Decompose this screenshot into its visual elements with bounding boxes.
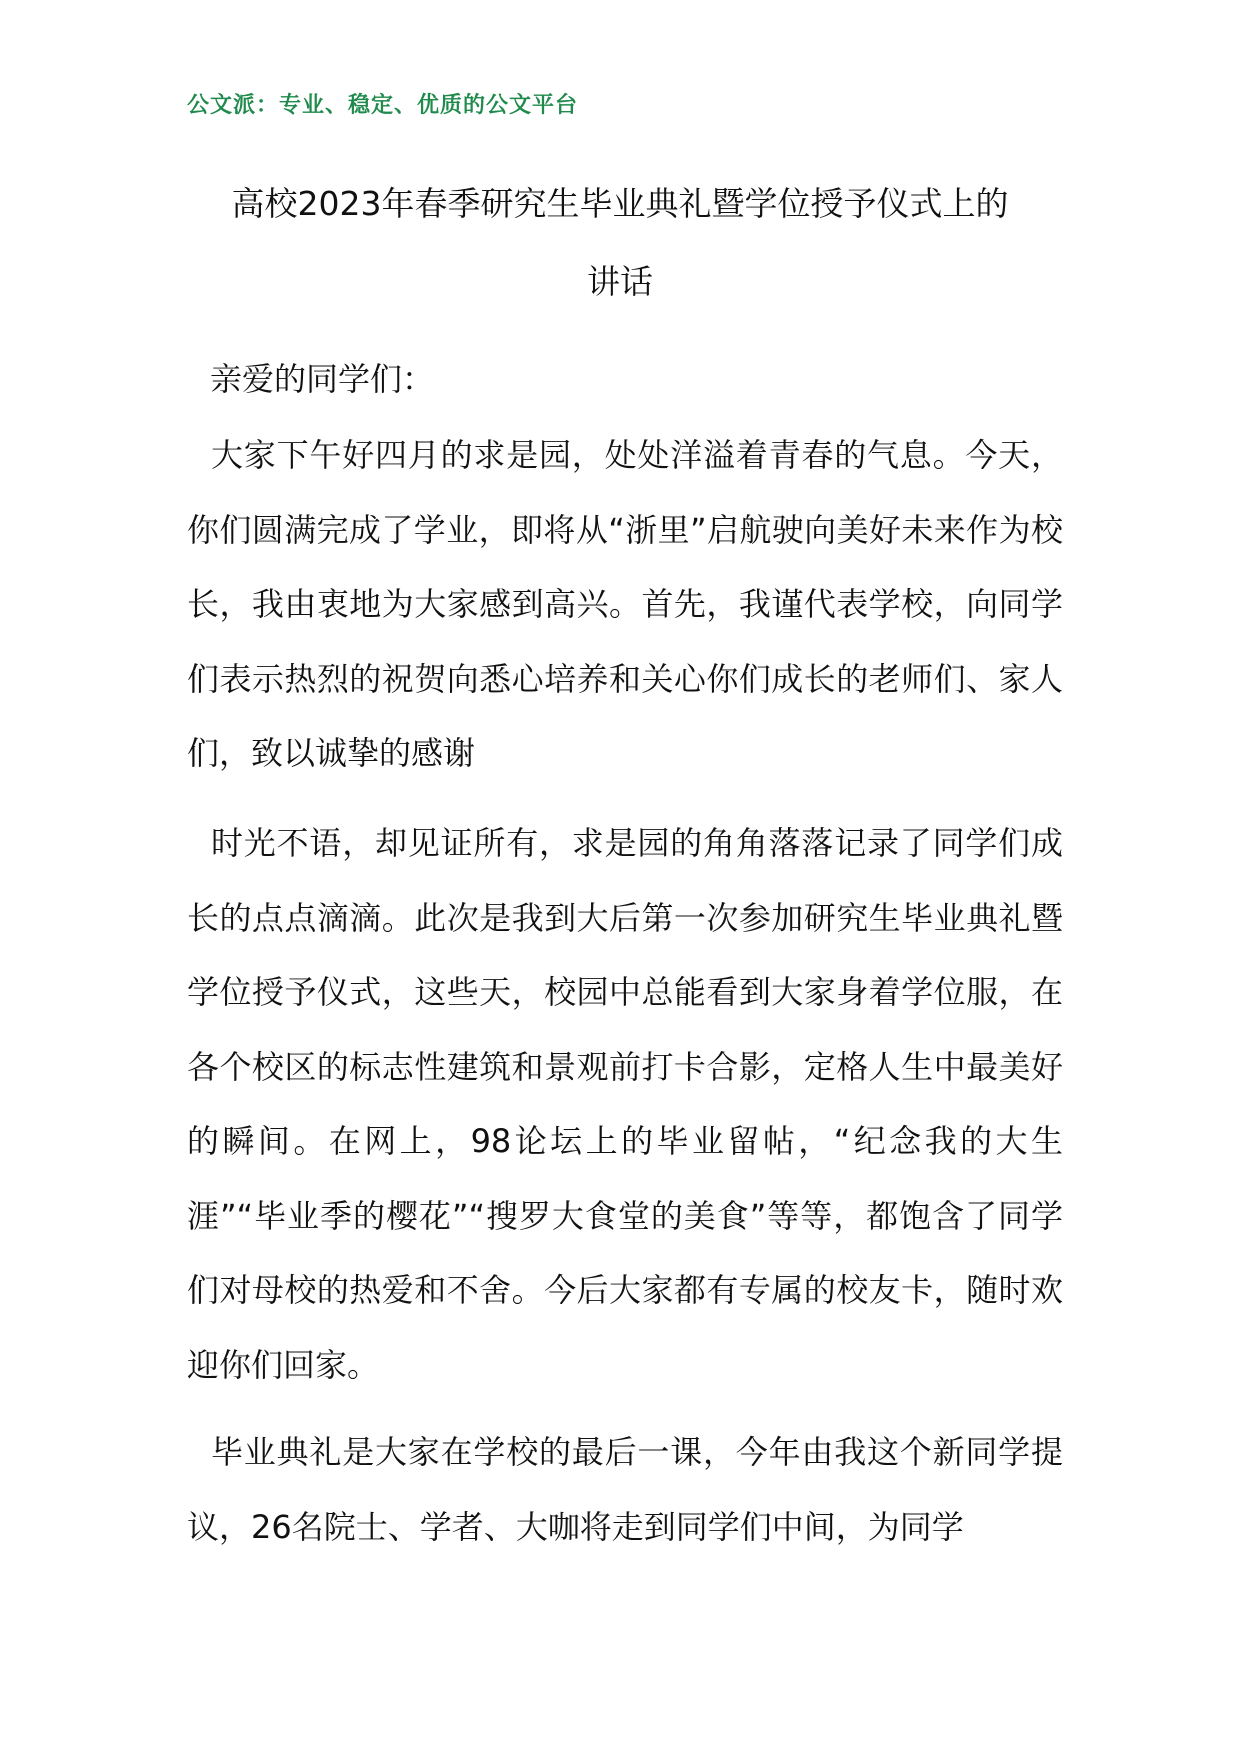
body-paragraph-2: 时光不语，却见证所有，求是园的角角落落记录了同学们成长的点点滴滴。此次是我到大后第一次参加研究生毕业典礼暨学位授予仪式，这些天，校园中总能看到大家身着学位服，在各个校区的标志性建筑和景观前打卡合影，定格人生中最美好的瞬间。在网上，98论坛上的毕业留帖，“纪念我的大生涯”“毕业季的樱花”“搜罗大食堂的美食”等等，都饱含了同学们对母校的热爱和不舍。今后大家都有专属的校友卡，随时欢迎你们回家。 [187, 824, 1063, 1384]
title-line-2: 讲话 [587, 262, 653, 301]
site-header-banner: 公文派：专业、稳定、优质的公文平台 [187, 93, 579, 118]
document-title [187, 165, 1053, 321]
body-paragraph-3: 毕业典礼是大家在学校的最后一课，今年由我这个新同学提议，26名院士、学者、大咖将走到同学们中间，为同学 [187, 1433, 1063, 1546]
title-line-1: 高校2023年春季研究生毕业典礼暨学位授予仪式上的 [231, 184, 1009, 223]
body-paragraph-1: 大家下午好四月的求是园，处处洋溢着青春的气息。今天，你们圆满完成了学业，即将从“浙里”启航驶向美好未来作为校长，我由衷地为大家感到高兴。首先，我谨代表学校，向同学们表示热烈的祝贺向悉心培养和关心你们成长的老师们、家人们，致以诚挚的感谢 [187, 436, 1063, 772]
salutation: 亲爱的同学们： [210, 360, 435, 398]
